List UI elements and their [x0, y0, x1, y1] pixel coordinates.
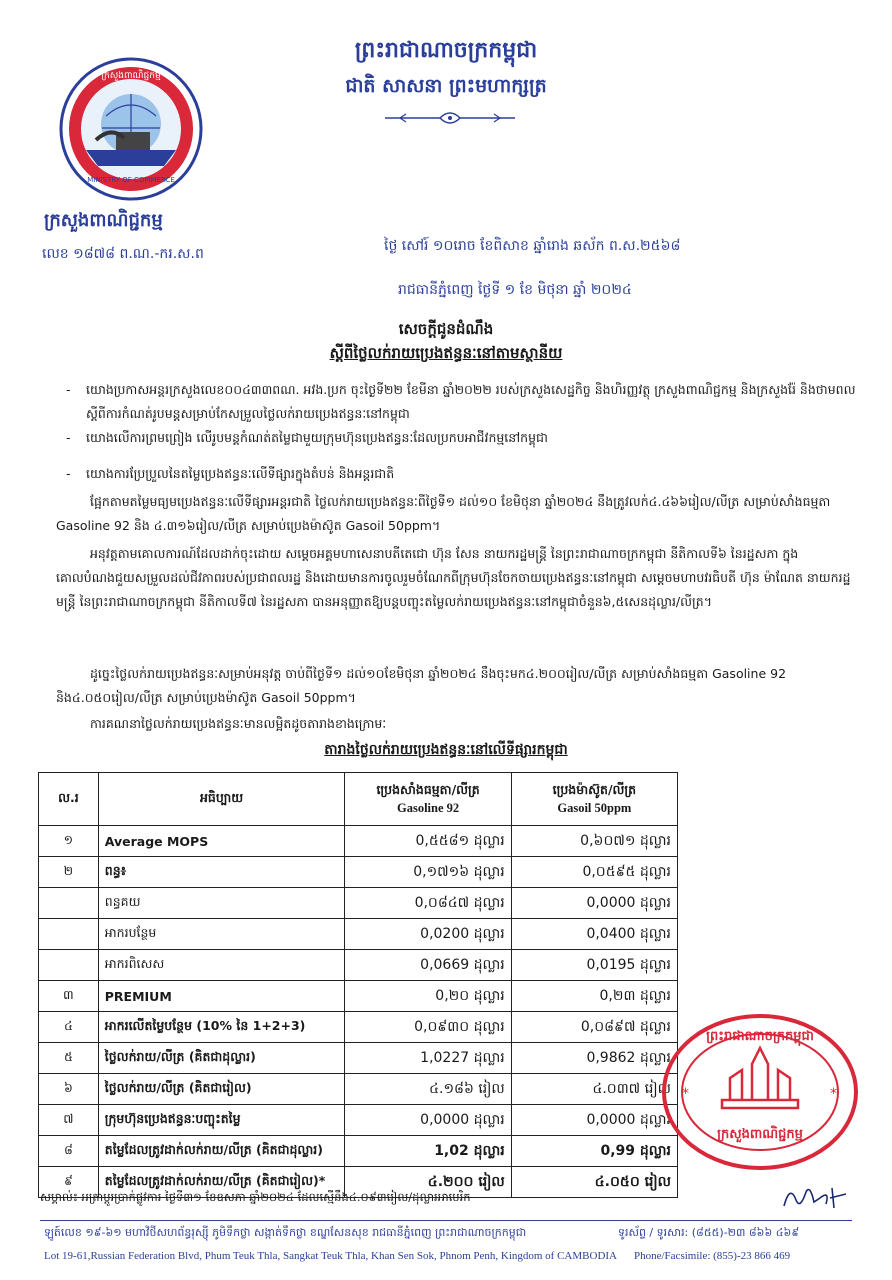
footer-phone-khmer: ទូរស័ព្ទ / ទូរសារ: (៨៥៥)-២៣ ៨៦៦ ៤៦៩	[618, 1226, 800, 1239]
table-row: ៥ ថ្លៃលក់រាយ/លីត្រ (គិតជាដុល្លារ) 1,0227 ដុល្លារ 0,9862 ដុល្លារ	[39, 1043, 678, 1074]
table-row: អាករពិសេស 0,0669 ដុល្លារ 0,0195 ដុល្លារ	[39, 950, 678, 981]
column-header-gasoil: ប្រេងម៉ាស៊ូត/លីត្រ Gasoil 50ppm	[511, 773, 677, 826]
table-row: ៧ ក្រុមហ៊ុនប្រេងឥន្ធនៈបញ្ចុះតម្លៃ 0,0000 ដុល្លារ 0,0000 ដុល្លារ	[39, 1105, 678, 1136]
footer-phone-english: Phone/Facsimile: (855)-23 866 469	[634, 1250, 791, 1262]
reference-bullet: - យោងការប្រែប្រួលនៃតម្លៃប្រេងឥន្ធនៈលើទីផ្សារក្នុងតំបន់ និងអន្តរជាតិ	[66, 466, 395, 481]
footer-divider	[40, 1220, 852, 1221]
table-row: ៩ តម្លៃដែលត្រូវដាក់លក់រាយ/លីត្រ (គិតជារៀល)* ៤.២០០ រៀល ៤.០៥០ រៀល	[39, 1167, 678, 1198]
price-table-title: តារាងថ្លៃលក់រាយប្រេងឥន្ធនៈនៅលើទីផ្សារកម្ពុជា	[324, 742, 568, 758]
paragraph-new-price: ដូច្នេះថ្លៃលក់រាយប្រេងឥន្ធនៈសម្រាប់អនុវត្ត ចាប់ពីថ្ងៃទី១ ដល់១០ខែមិថុនា ឆ្នាំ២០២៤ នឹងចុះមក៤.២០០រៀល/លីត្រ សម្រាប់សាំងធម្មតា Gasoline 92 និង៤.០៥០រៀល/លីត្រ សម្រាប់ប្រេងម៉ាស៊ូត Gasoil 50ppm។	[56, 666, 787, 705]
table-row: ២ ពន្ធ៖ 0,១៧១៦ ដុល្លារ 0,០៥៩៥ ដុល្លារ	[39, 857, 678, 888]
solar-date: រាជធានីភ្នំពេញ ថ្ងៃទី ១ ខែ មិថុនា ឆ្នាំ ២០២៤	[398, 282, 632, 298]
table-row: ពន្ធគយ 0,០៨៤៧ ដុល្លារ 0,0000 ដុល្លារ	[39, 888, 678, 919]
svg-text:MINISTRY OF COMMERCE: MINISTRY OF COMMERCE	[87, 176, 175, 184]
column-header-no: ល.រ	[39, 773, 99, 826]
official-seal-icon	[660, 1012, 860, 1172]
signature-icon	[780, 1180, 850, 1212]
svg-text:ក្រសួងពាណិជ្ជកម្ម: ក្រសួងពាណិជ្ជកម្ម	[717, 1127, 803, 1142]
table-row: អាករបន្ថែម 0,0200 ដុល្លារ 0,0400 ដុល្លារ	[39, 919, 678, 950]
svg-text:ក្រសួងពាណិជ្ជកម្ម: ក្រសួងពាណិជ្ជកម្ម	[101, 71, 161, 81]
footer-address-english: Lot 19-61,Russian Federation Blvd, Phum Teuk Thla, Sangkat Teuk Thla, Khan Sen Sok, Phnom Penh, Kingdom of CAMBODIA	[44, 1250, 617, 1262]
national-motto: ជាតិ សាសនា ព្រះមហាក្សត្រ	[345, 75, 547, 97]
notice-title: សេចក្ដីជូនដំណឹង	[398, 320, 494, 338]
lunar-date: ថ្ងៃ សៅរ៍ ១០រោច ខែពិសាខ ឆ្នាំរោង ឆស័ក ព.ស.២៥៦៨	[384, 238, 681, 254]
ornament-divider-icon	[380, 108, 520, 128]
table-row: ៦ ថ្លៃលក់រាយ/លីត្រ (គិតជារៀល) ៤.១៨៦ រៀល ៤.០៣៧ រៀល	[39, 1074, 678, 1105]
svg-text:ព្រះរាជាណាចក្រកម្ពុជា: ព្រះរាជាណាចក្រកម្ពុជា	[706, 1029, 814, 1044]
table-row: ៤ អាករលើតម្លៃបន្ថែម (10% នៃ 1+2+3) 0,០៩៣០ ដុល្លារ 0,០៨៩៧ ដុល្លារ	[39, 1012, 678, 1043]
exchange-rate-note: សម្គាល់៖ អត្រាប្តូរប្រាក់ផ្លូវការ ថ្ងៃទី៣១ ខែឧសភា ឆ្នាំ២០២៤ ដែលស្មើនឹង៤.០៩៣រៀល/ដុល្លារអាមេរិក	[40, 1190, 471, 1204]
reference-number: លេខ ១៨៧៨ ព.ណ.-ករ.ស.ព	[42, 246, 204, 262]
table-row: ៣ PREMIUM 0,២០ ដុល្លារ 0,២៣ ដុល្លារ	[39, 981, 678, 1012]
reference-bullet: - យោងប្រកាសអន្តរក្រសួងលេខ០០៤៣៣ពណ. អវង.ប្រក ចុះថ្ងៃទី២២ ខែមីនា ឆ្នាំ២០២២ របស់ក្រសួងសេដ្ឋកិច្ច និងហិរញ្ញវត្ថុ ក្រសួងពាណិជ្ជកម្ម និងក្រសួងរ៉ែ និងថាមពល ស្តីពីការកំណត់រូបមន្តសម្រាប់កែសម្រួលថ្លៃលក់រាយប្រេងឥន្ធនៈនៅកម្ពុជា	[66, 382, 856, 421]
notice-subtitle: ស្ដីពីថ្លៃលក់រាយប្រេងឥន្ធនៈនៅតាមស្ថានីយ	[329, 344, 563, 362]
table-row: ១ Average MOPS 0,៥៥៨១ ដុល្លារ 0,៦០៧១ ដុល្លារ	[39, 826, 678, 857]
price-table	[38, 772, 678, 1198]
table-header-row	[39, 773, 678, 826]
footer-address-khmer: ឡូត៍លេខ ១៩-៦១ មហាវិថីសហព័ន្ធរុស្ស៊ី ភូមិទឹកថ្លា សង្កាត់ទឹកថ្លា ខណ្ឌសែនសុខ រាជធានីភ្នំពេញ ព្រះរាជាណាចក្រកម្ពុជា	[44, 1226, 527, 1239]
svg-text:*: *	[682, 1086, 689, 1102]
paragraph-international-price: ផ្អែកតាមតម្លៃមធ្យមប្រេងឥន្ធនៈលើទីផ្សារអន្តរជាតិ ថ្លៃលក់រាយប្រេងឥន្ធនៈពីថ្ងៃទី១ ដល់១០ ខែមិថុនា ឆ្នាំ២០២៤ នឹងត្រូវលក់៤.៤៦៦រៀល/លីត្រ សម្រាប់សាំងធម្មតា Gasoline 92 និង ៤.៣១៦រៀល/លីត្រ សម្រាប់ប្រេងម៉ាស៊ូត Gasoil 50ppm។	[56, 494, 831, 533]
paragraph-discount-policy: អនុវត្តតាមគោលការណ៍ដែលដាក់ចុះដោយ សម្តេចអគ្គមហាសេនាបតីតេជោ ហ៊ុន សែន នាយករដ្ឋមន្ត្រី នៃព្រះរាជាណាចក្រកម្ពុជា នីតិកាលទី៦ នៃរដ្ឋសភា ក្នុងគោលបំណងជួយសម្រួលដល់ជីវភាពរបស់ប្រជាពលរដ្ឋ និងដោយមានការចូលរួមចំណែកពីក្រុមហ៊ុនចែកចាយប្រេងឥន្ធនៈនៅកម្ពុជា សម្តេចមហាបវរធិបតី ហ៊ុន ម៉ាណែត នាយករដ្ឋមន្ត្រី នៃព្រះរាជាណាចក្រកម្ពុជា នីតិកាលទី៧ នៃរដ្ឋសភា បានអនុញ្ញាតឱ្យបន្តបញ្ចុះតម្លៃលក់រាយប្រេងឥន្ធនៈនៅកម្ពុជាចំនួន៦,៥សេនដុល្លារ/លីត្រ។	[56, 546, 851, 609]
svg-text:*: *	[830, 1086, 837, 1102]
reference-bullet: - យោងលើការព្រមព្រៀង លើរូបមន្តកំណត់តម្លៃជាមួយក្រុមហ៊ុនប្រេងឥន្ធនៈដែលប្រកបអាជីវកម្មនៅកម្ពុជា	[66, 430, 548, 445]
ministry-logo-icon	[56, 54, 206, 204]
paragraph-table-intro: ការគណនាថ្លៃលក់រាយប្រេងឥន្ធនៈមានលម្អិតដូចតារាងខាងក្រោមៈ	[90, 716, 387, 731]
column-header-description: អធិប្បាយ	[98, 773, 345, 826]
column-header-gasoline: ប្រេងសាំងធម្មតា/លីត្រ Gasoline 92	[345, 773, 511, 826]
ministry-name: ក្រសួងពាណិជ្ជកម្ម	[44, 210, 163, 231]
table-row: ៨ តម្លៃដែលត្រូវដាក់លក់រាយ/លីត្រ (គិតជាដុល្លារ) 1,02 ដុល្លារ 0,99 ដុល្លារ	[39, 1136, 678, 1167]
kingdom-heading: ព្រះរាជាណាចក្រកម្ពុជា	[354, 38, 538, 63]
